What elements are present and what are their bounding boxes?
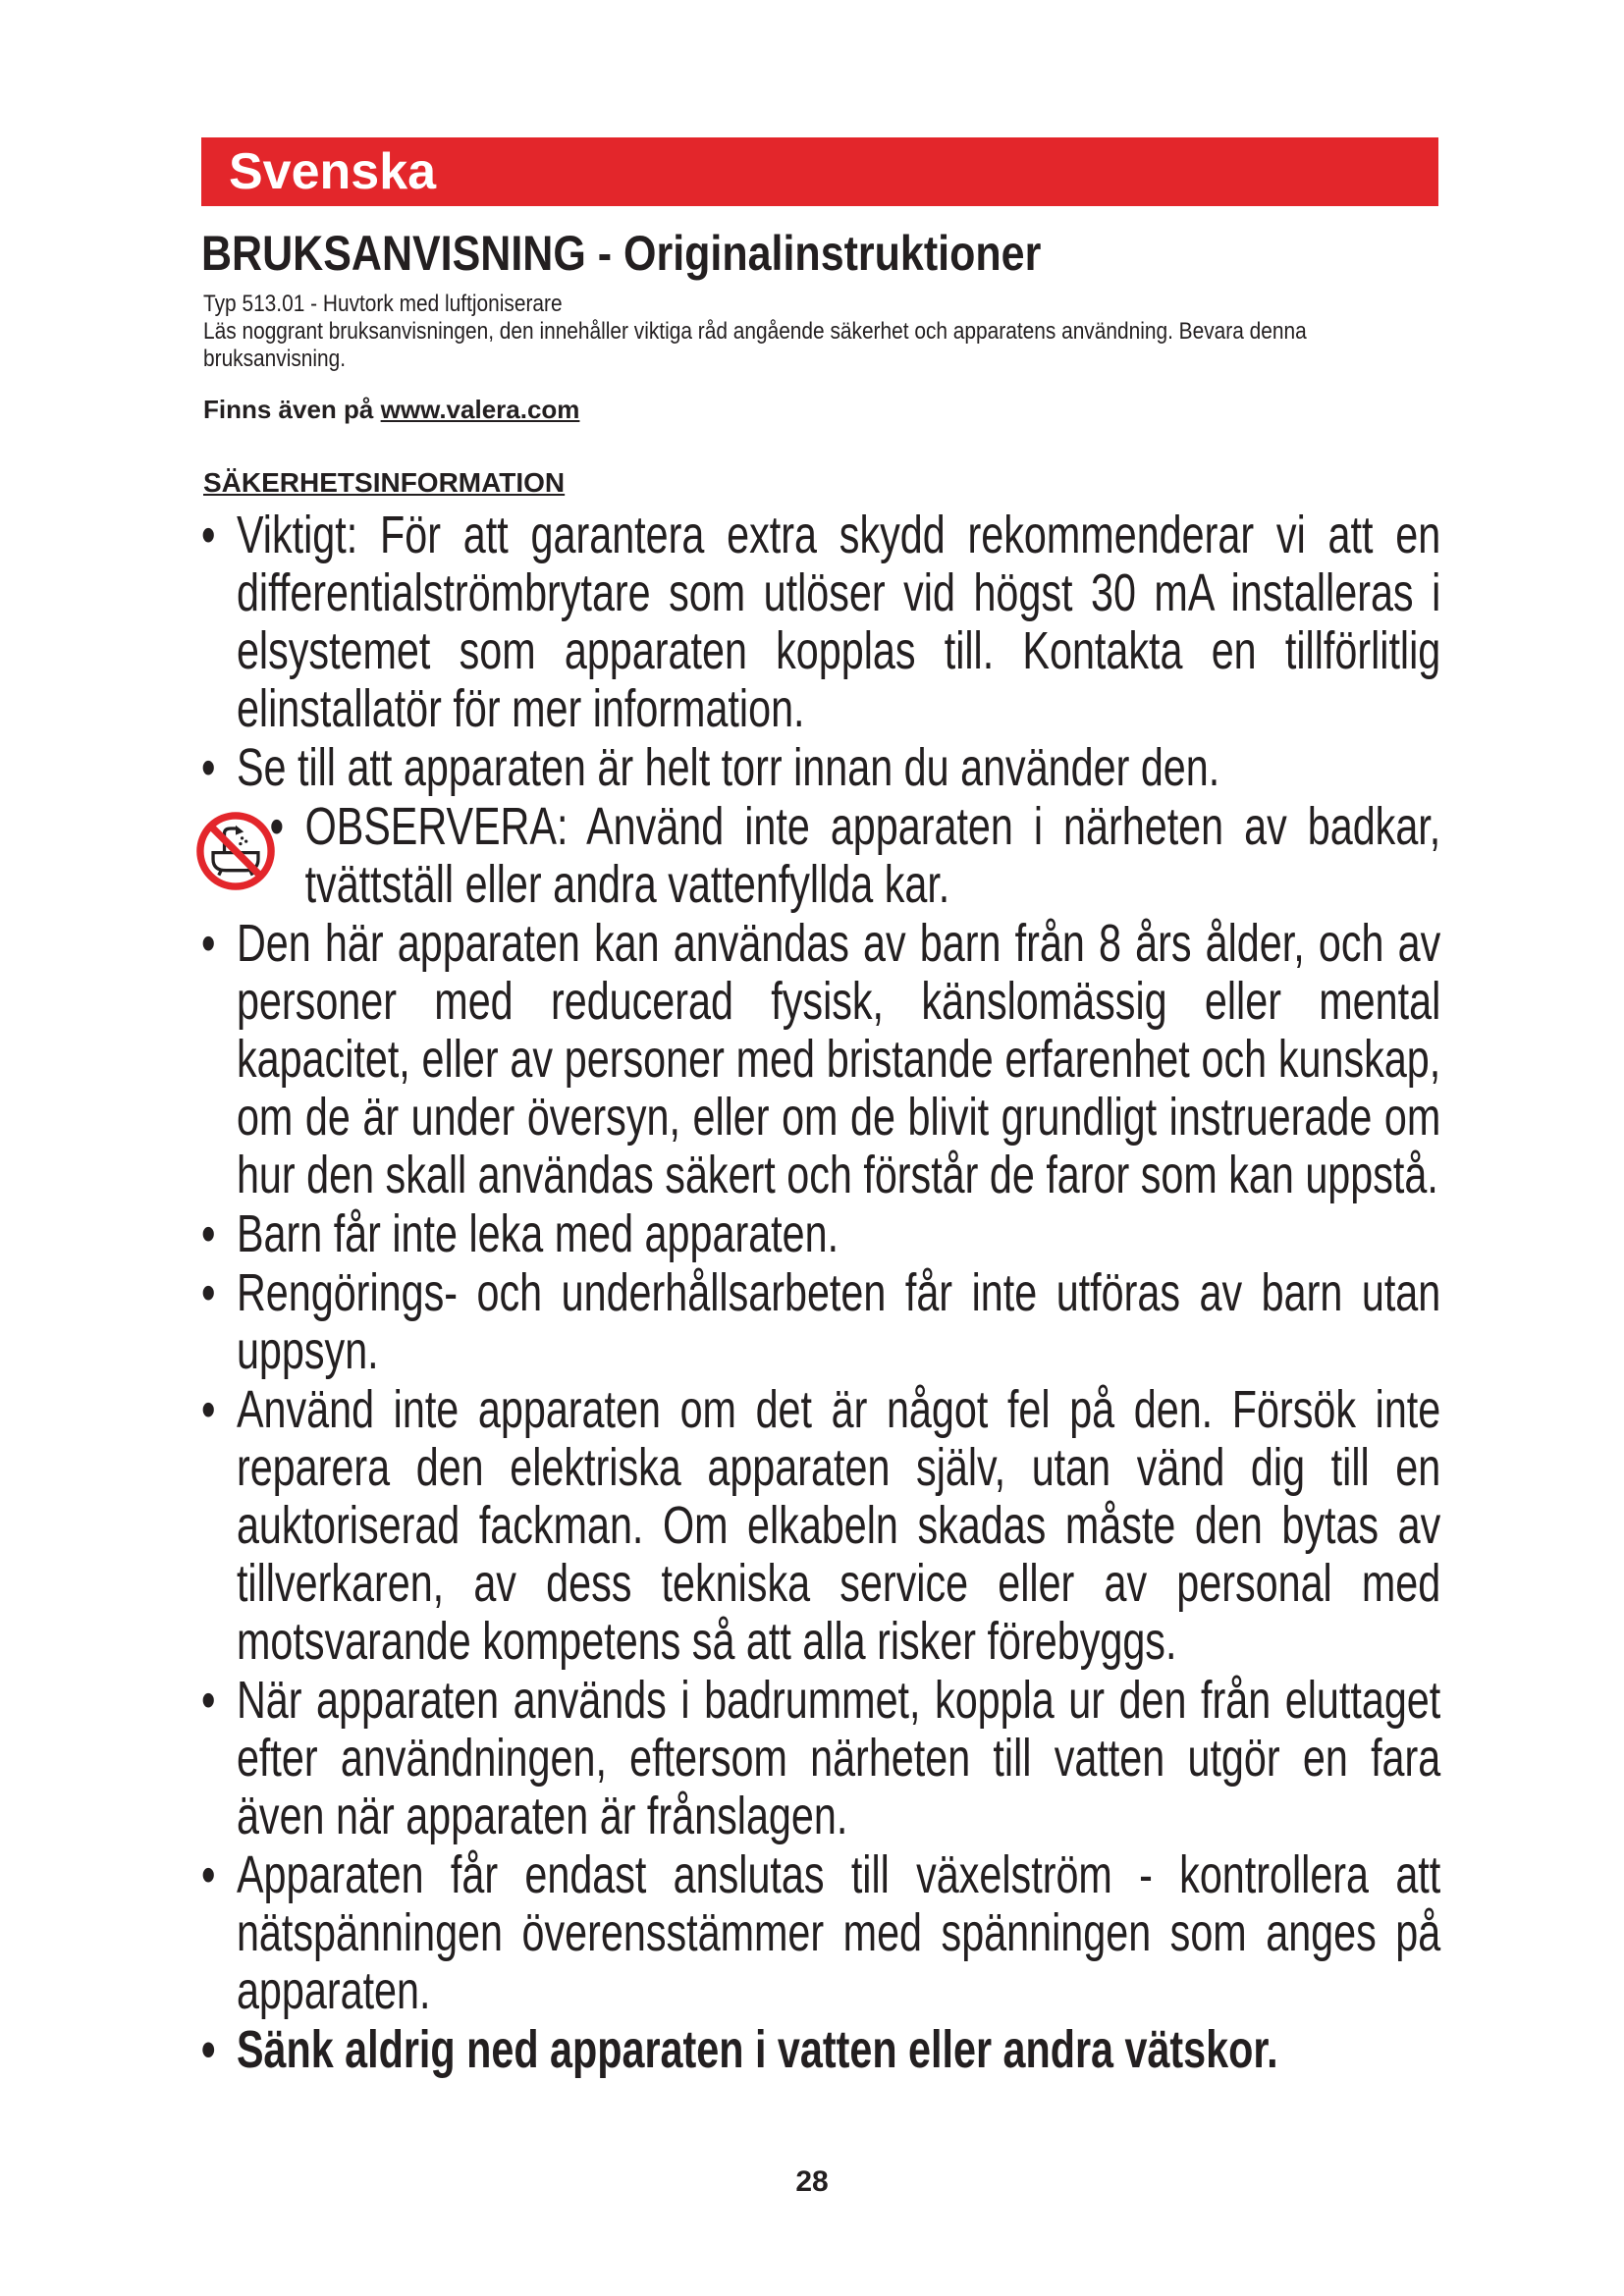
list-item: • Rengörings- och underhållsarbeten får inte utföras av barn utan uppsyn.	[201, 1263, 1441, 1380]
list-item-text: Sänk aldrig ned apparaten i vatten eller andra vätskor.	[236, 2020, 1278, 2079]
list-item-text: Den här apparaten kan användas av barn från 8 års ålder, och av personer med reducerad fysisk, känslomässig eller mental kapacitet, eller av personer med bristande erfarenhet och kunskap, om de är under översyn, eller om de blivit grundligt instruerade om hur den skall användas säkert och förstår de faror som kan uppstå.	[236, 914, 1441, 1204]
list-item-warning: • Sänk aldrig ned apparaten i vatten eller andra vätskor.	[201, 2020, 1278, 2079]
list-item-text: Rengörings- och underhållsarbeten får inte utföras av barn utan uppsyn.	[236, 1263, 1441, 1380]
list-item-text: När apparaten används i badrummet, koppla ur den från eluttaget efter användningen, eftersom närheten till vatten utgör en fara även när apparaten är frånslagen.	[236, 1671, 1441, 1845]
language-banner: Svenska	[201, 137, 1438, 206]
list-item: • Använd inte apparaten om det är något fel på den. Försök inte reparera den elektriska apparaten själv, utan vänd dig till en auktoriserad fackman. Om elkabeln skadas måste den bytas av tillverkaren, av dess tekniska service eller av personal med motsvarande kompetens så att alla risker förebyggs.	[201, 1380, 1441, 1671]
type-line: Typ 513.01 - Huvtork med luftjoniserare	[203, 291, 563, 317]
list-item: • Viktigt: För att garantera extra skydd rekommenderar vi att en differentialströmbrytare som utlöser vid högst 30 mA installeras i elsystemet som apparaten kopplas till. Kontakta en tillförlitlig elinstallatör för mer information.	[201, 506, 1441, 738]
page-number: 28	[795, 2165, 829, 2198]
list-item: • Se till att apparaten är helt torr innan du använder den.	[201, 738, 1220, 797]
list-item: • Barn får inte leka med apparaten.	[201, 1204, 839, 1263]
list-item-observera: • OBSERVERA: Använd inte apparaten i närheten av badkar, tvättställ eller andra vattenfyllda kar.	[269, 797, 1441, 914]
list-item-text: Använd inte apparaten om det är något fel på den. Försök inte reparera den elektriska apparaten själv, utan vänd dig till en auktoriserad fackman. Om elkabeln skadas måste den bytas av tillverkaren, av dess tekniska service eller av personal med motsvarande kompetens så att alla risker förebyggs.	[236, 1380, 1441, 1671]
list-item-text: Se till att apparaten är helt torr innan du använder den.	[236, 738, 1220, 797]
intro-block	[203, 291, 1442, 373]
list-item: • När apparaten används i badrummet, koppla ur den från eluttaget efter användningen, eftersom närheten till vatten utgör en fara även när apparaten är frånslagen.	[201, 1671, 1441, 1845]
safety-heading: SÄKERHETSINFORMATION	[203, 467, 566, 498]
list-item: • Den här apparaten kan användas av barn från 8 års ålder, och av personer med reducerad fysisk, känslomässig eller mental kapacitet, eller av personer med bristande erfarenhet och kunskap, om de är under översyn, eller om de blivit grundligt instruerade om hur den skall användas säkert och förstår de faror som kan uppstå.	[201, 914, 1441, 1204]
website-prefix: Finns även på	[203, 395, 374, 424]
page-title: BRUKSANVISNING - Originalinstruktioner	[201, 226, 1042, 281]
list-item-text: Barn får inte leka med apparaten.	[236, 1204, 839, 1263]
safety-list	[201, 507, 1440, 2080]
list-item-text: OBSERVERA: Använd inte apparaten i närheten av badkar, tvättställ eller andra vattenfyllda kar.	[304, 797, 1441, 914]
list-item-text: Viktigt: För att garantera extra skydd rekommenderar vi att en differentialströmbrytare som utlöser vid högst 30 mA installeras i elsystemet som apparaten kopplas till. Kontakta en tillförlitlig elinstallatör för mer information.	[236, 506, 1441, 738]
list-item: • Apparaten får endast anslutas till växelström - kontrollera att nätspänningen överensstämmer med spänningen som anges på apparaten.	[201, 1845, 1441, 2020]
list-item-text: Apparaten får endast anslutas till växelström - kontrollera att nätspänningen överensstämmer med spänningen som anges på apparaten.	[236, 1845, 1441, 2020]
website-line	[203, 393, 1283, 426]
website-link[interactable]: www.valera.com	[380, 395, 580, 424]
intro-text: Läs noggrant bruksanvisningen, den innehåller viktiga råd angående säkerhet och apparatens användning. Bevara denna bruksanvisning.	[203, 318, 1307, 372]
